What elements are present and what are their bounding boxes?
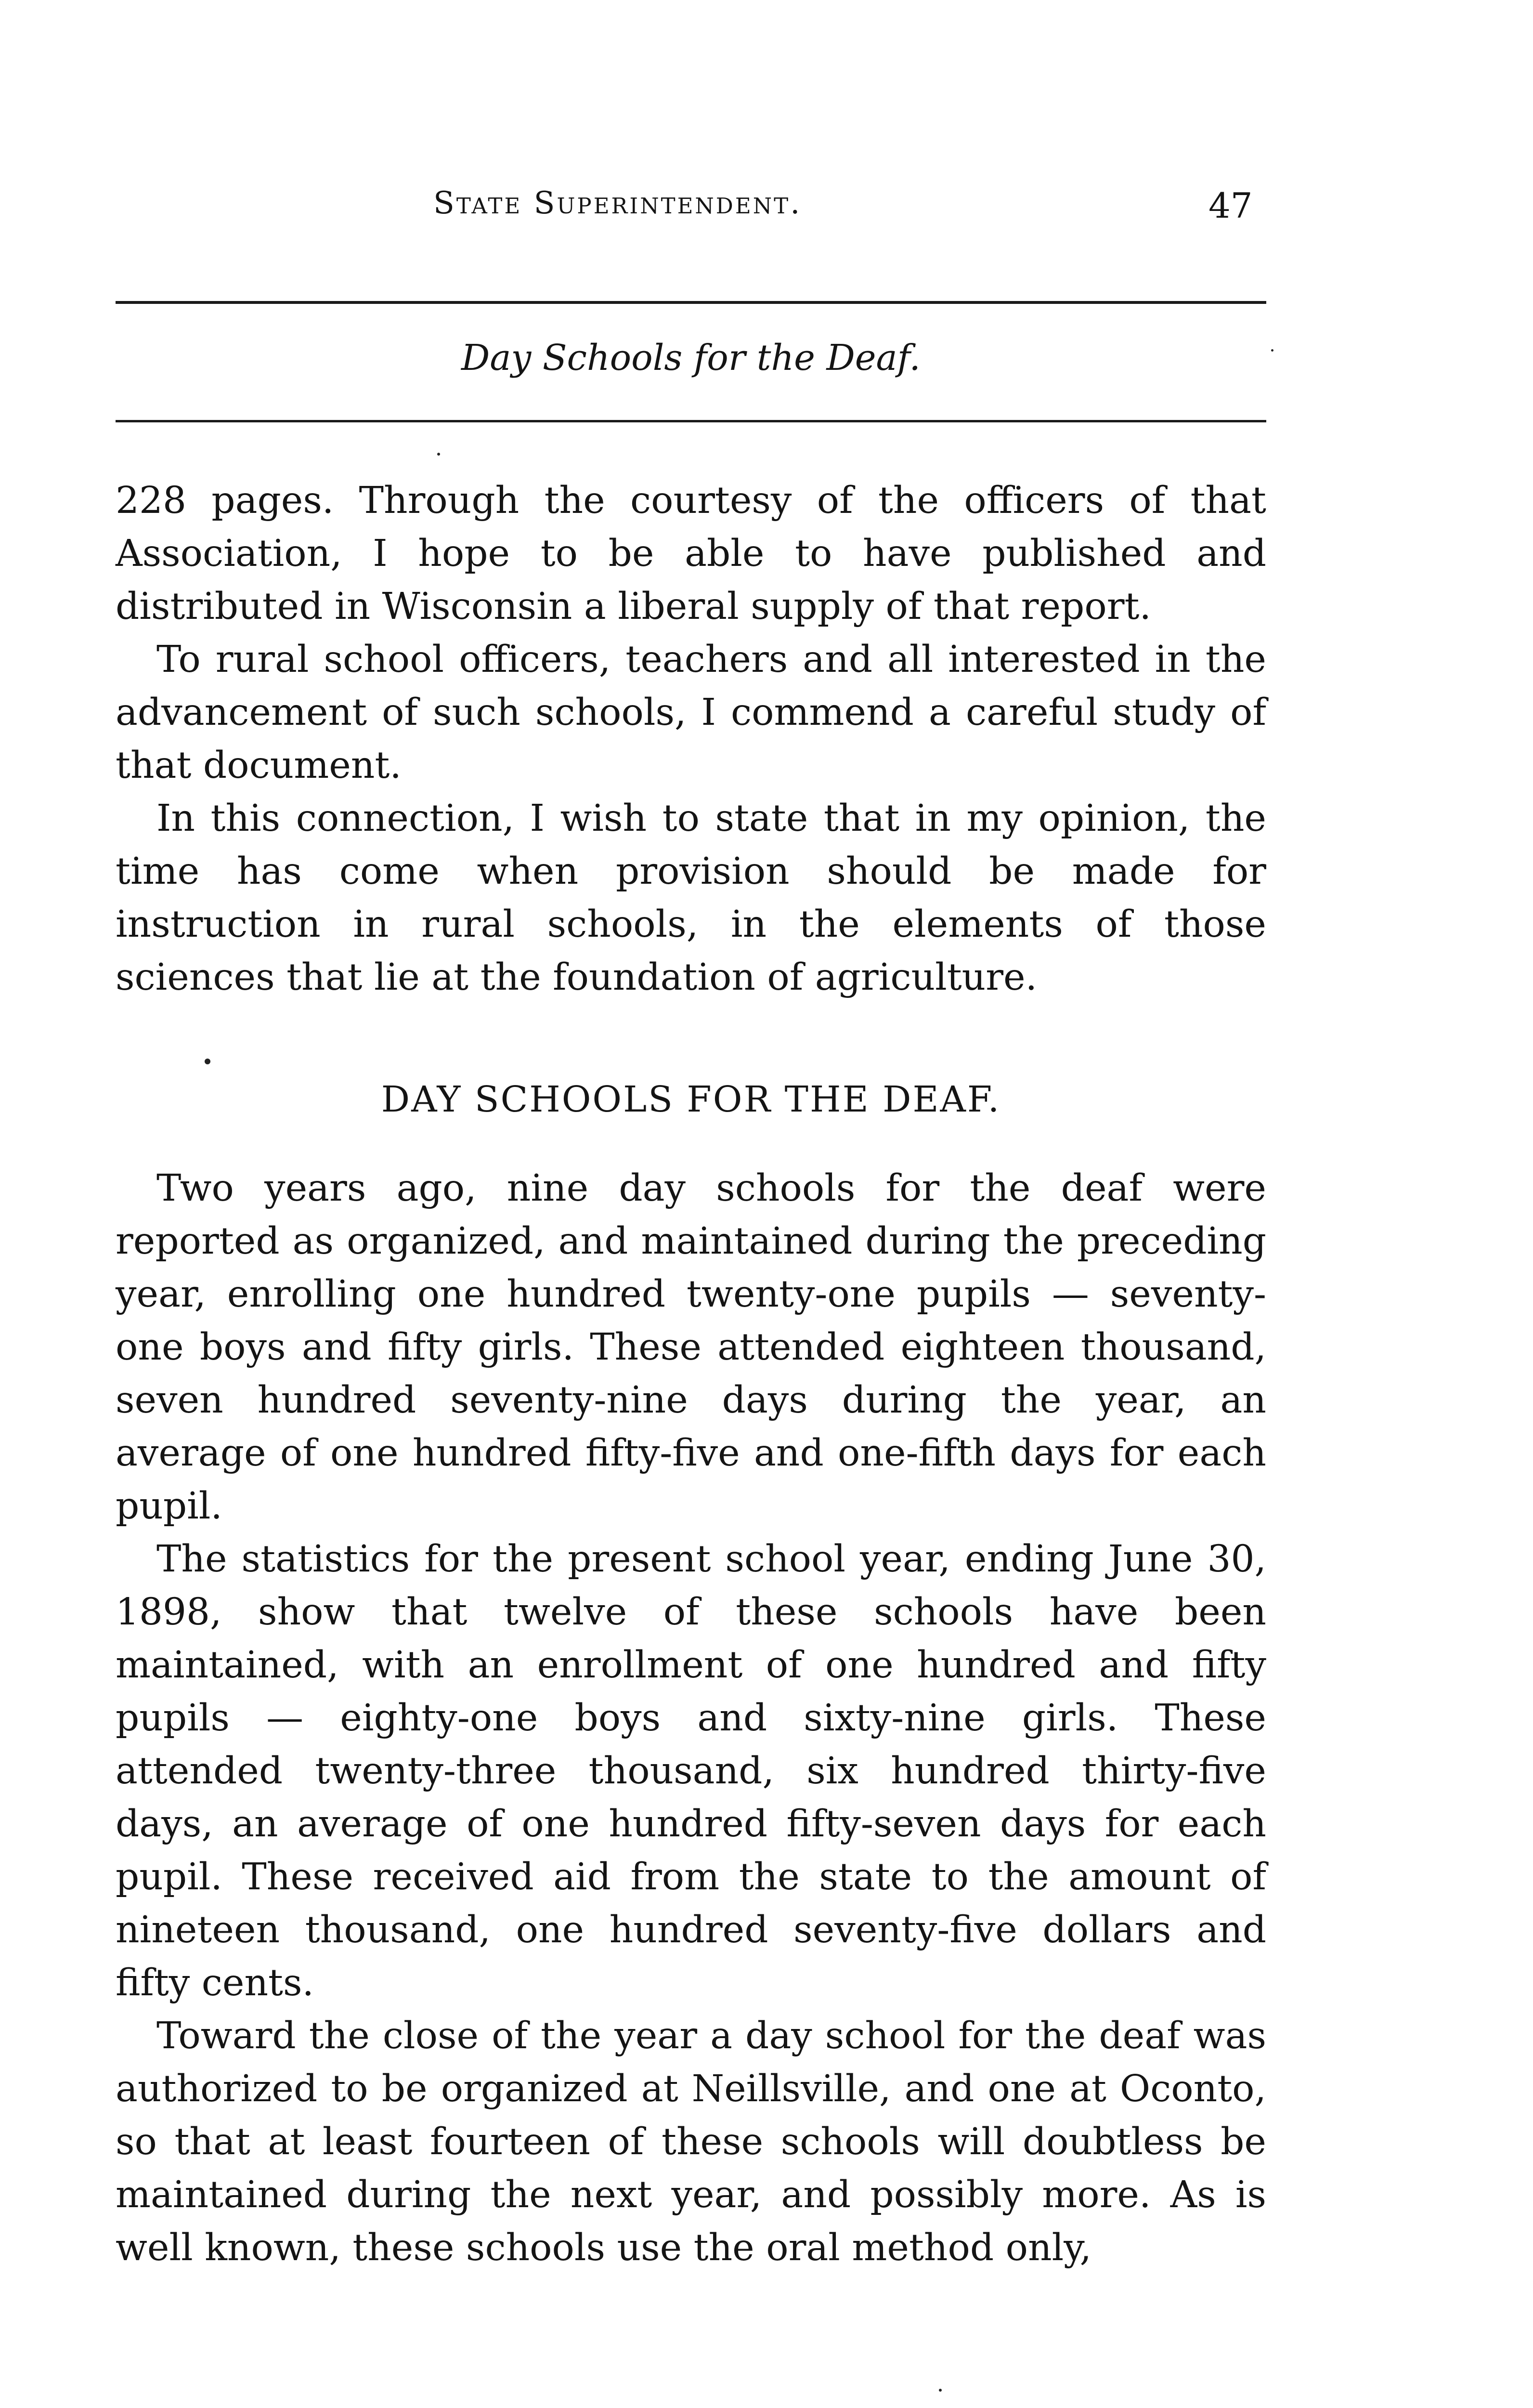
running-head <box>116 176 1271 229</box>
section-text-block <box>116 1162 1266 2275</box>
paragraph: Two years ago, nine day schools for the deaf were reported as organized, and maintained during the preceding year, enrolling one hundred twenty-one pupils — seventy-one boys and fifty girls. These attended eighteen thousand, seven hundred seventy-nine days during the year, an average of one hundred fifty-five and one-fifth days for each pupil. <box>116 1167 1266 1528</box>
paragraph: In this connection, I wish to state that in my opinion, the time has come when provision should be made for instruction in rural schools, in the elements of those sciences that lie at the foundation of agriculture. <box>116 797 1266 999</box>
paragraph: 228 pages. Through the courtesy of the officers of that Association, I hope to be able to have published and distributed in Wisconsin a liberal supply of that report. <box>116 479 1266 628</box>
section-heading: DAY SCHOOLS FOR THE DEAF. <box>381 1079 1001 1120</box>
print-speck <box>1271 349 1273 352</box>
print-speck <box>437 453 440 456</box>
print-speck <box>939 2389 942 2392</box>
print-speck <box>205 1059 210 1064</box>
running-title: State Superintendent. <box>433 185 802 221</box>
paragraph: Toward the close of the year a day school for the deaf was authorized to be organized at Neillsville, and one at Oconto, so that at least fourteen of these schools will doubtless be maintained during the next year, and possibly more. As is well known, these schools use the oral method only, <box>116 2015 1266 2269</box>
paragraph: The statistics for the present school year, ending June 30, 1898, show that twelve of these schools have been maintained, with an enrollment of one hundred and fifty pupils — eighty-one boys and sixty-nine girls. These attended twenty-three thousand, six hundred thirty-five days, an average of one hundred fifty-seven days for each pupil. These received aid from the state to the amount of nineteen thousand, one hundred seventy-five dollars and fifty cents. <box>116 1538 1266 2004</box>
section-subhead: Day Schools for the Deaf. <box>461 337 921 379</box>
header-rule-bottom <box>116 420 1266 422</box>
page-number: 47 <box>1208 185 1253 226</box>
intro-text-block <box>116 474 1266 1004</box>
paragraph: To rural school officers, teachers and all interested in the advancement of such schools, I commend a careful study of that document. <box>116 638 1266 787</box>
header-rule-top <box>116 301 1266 304</box>
